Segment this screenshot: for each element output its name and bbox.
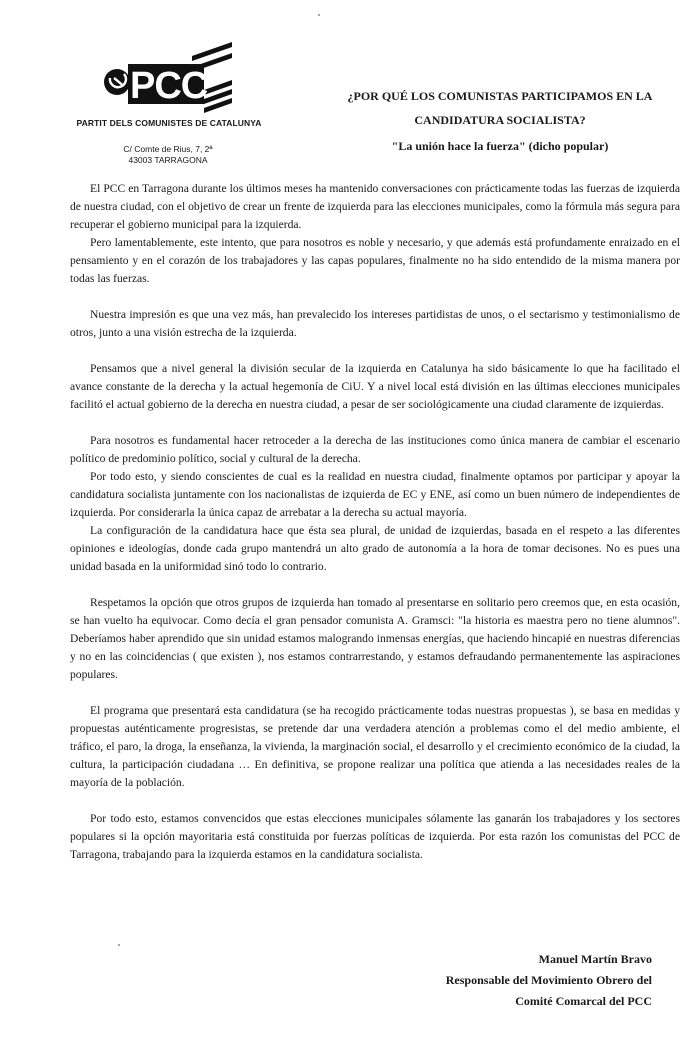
- paragraph: Pero lamentablemente, este intento, que para nosotros es noble y necesario, y que además está profundamente enraizado en el pensamiento y en el corazón de los trabajadores y las capas populares, finalmente no ha sido entendido de la misma manera por todas las fuerzas.: [70, 236, 680, 285]
- signer-role-line-2: Comité Comarcal del PCC: [515, 994, 652, 1008]
- paragraph: Por todo esto, estamos convencidos que estas elecciones municipales sólamente las ganarán los trabajadores y los sectores populares si la opción mayoritaria está constituida por fuerzas políticas de izquierda. Por esta razón los comunistas del PCC de Tarragona, trabajando para la izquierda estamos en la candidatura socialista.: [70, 812, 680, 861]
- signer-role-line-1: Responsable del Movimiento Obrero del: [445, 973, 652, 987]
- paragraph: Nuestra impresión es que una vez más, han prevalecido los intereses partidistas de unos, o el sectarismo y testimonialismo de otros, junto a una visión estrecha de la izquierda.: [70, 308, 680, 339]
- pcc-logo: [104, 42, 236, 122]
- paragraph: Respetamos la opción que otros grupos de izquierda han tomado al presentarse en solitario pero creemos que, en esta ocasión, se han vuelto ha equivocar. Como decía el gran pensador comunista A. Gramsci: "la historia es maestra pero no tiene alumnos". Deberíamos haber aprendido que sin unidad estamos malogrando inmensas energías, que haciendo hincapié en nuestras diferencias y no en las coincidencias ( que existen ), nos estamos contrarrestando, y estamos defraudando permanentemente las aspiraciones populares.: [70, 596, 680, 681]
- paragraph: El PCC en Tarragona durante los últimos meses ha mantenido conversaciones con prácticamente todas las fuerzas de izquierda de nuestra ciudad, con el objetivo de crear un frente de izquierda para las elecciones municipales, como la fórmula más segura para recuperar el gobierno municipal para la izquierda.: [70, 182, 680, 231]
- address-street: C/ Comte de Rius, 7, 2ª: [123, 144, 213, 154]
- paragraph: El programa que presentará esta candidatura (se ha recogido prácticamente todas nuestras propuestas ), se basa en medidas y propuestas auténticamente progresistas, se pretende dar una verdadera atención a problemas como el del medio ambiente, el tráfico, el paro, la droga, la enseñanza, la vivienda, la marginación social, el desarrollo y el crecimiento económico de la ciudad, la cultura, la participación ciudadana … En definitiva, se propone realizar una política que atienda a las necesidades reales de la mayoría de la población.: [70, 704, 680, 789]
- organization-name: PARTIT DELS COMUNISTES DE CATALUNYA: [76, 118, 262, 128]
- title-line-1: ¿POR QUÉ LOS COMUNISTAS PARTICIPAMOS EN LA: [347, 89, 653, 103]
- title-subtitle: "La unión hace la fuerza" (dicho popular): [391, 139, 609, 153]
- paragraph: Por todo esto, y siendo conscientes de cual es la realidad en nuestra ciudad, finalmente optamos por participar y apoyar la candidatura socialista juntamente con los nacionalistas de izquierda de EC y ENE, así como un buen número de independientes de izquierda. Por considerarla la única capaz de arrebatar a la derecha su actual mayoría.: [70, 470, 680, 519]
- signature-block: [446, 949, 652, 1012]
- signer-name: Manuel Martín Bravo: [538, 952, 652, 966]
- paragraph: Para nosotros es fundamental hacer retroceder a la derecha de las instituciones como única manera de cambiar el escenario político de predominio político, social y cultural de la derecha.: [70, 434, 680, 465]
- letter-body: [70, 180, 680, 864]
- organization-address: [88, 144, 248, 166]
- scan-speck: [118, 944, 120, 946]
- title-line-2: CANDIDATURA SOCIALISTA?: [414, 113, 586, 127]
- document-title: [330, 84, 670, 154]
- paragraph: La configuración de la candidatura hace que ésta sea plural, de unidad de izquierdas, basada en el respeto a las diferentes opiniones e ideologías, donde cada grupo mantendrá un alto grado de autonomía a la hora de tomar decisones. No es pues una unidad basada en la uniformidad sinó todo lo contrario.: [70, 524, 680, 573]
- paragraph: Pensamos que a nivel general la división secular de la izquierda en Catalunya ha sido básicamente lo que ha facilitado el avance constante de la derecha y la actual hegemonía de CiU. Y a nivel local está división en las últimas elecciones municipales facilitó el actual gobierno de la derecha en nuestra ciudad, a pesar de ser sociológicamente una ciudad claramente de izquierdas.: [70, 362, 680, 411]
- scan-speck: [318, 14, 320, 16]
- address-city: 43003 TARRAGONA: [128, 155, 208, 165]
- hammer-sickle-icon: [104, 69, 130, 95]
- logo-text: PCC: [130, 65, 208, 107]
